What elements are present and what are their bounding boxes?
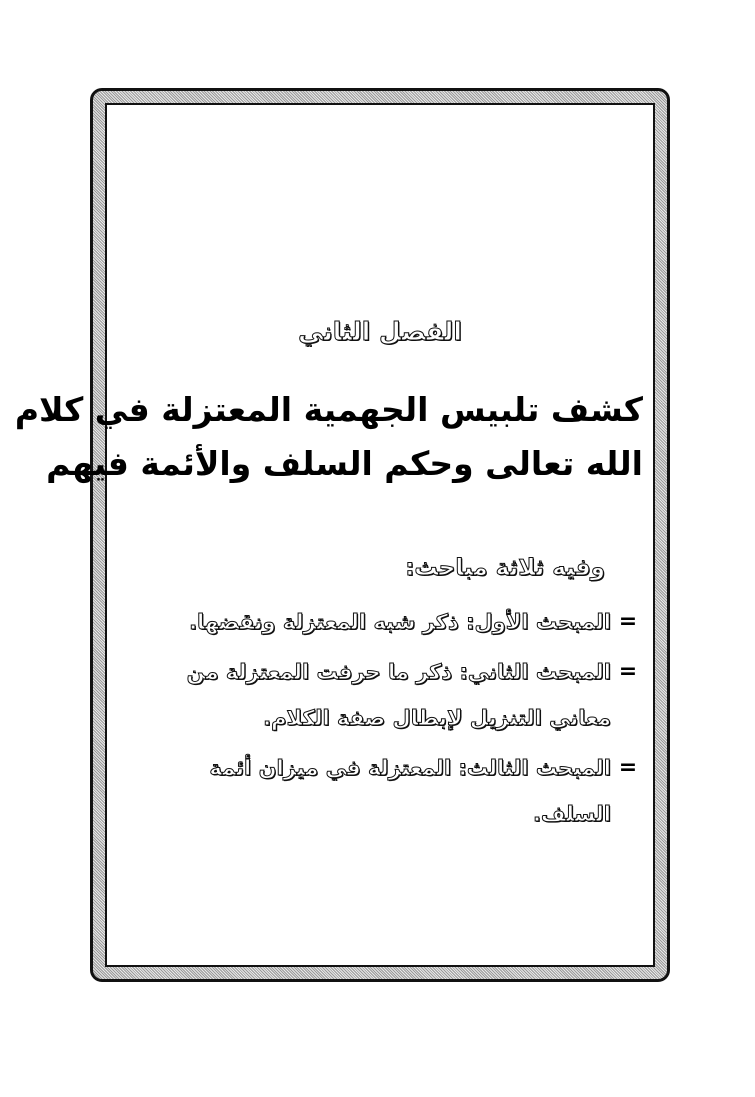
list-item [119, 745, 645, 837]
section-list [119, 599, 645, 841]
bullet-marker: = [618, 659, 638, 684]
page-panel [14, 103, 655, 967]
chapter-title [14, 383, 643, 491]
list-item [119, 599, 645, 645]
chapter-heading: الفصل الثاني [298, 317, 462, 346]
chapter-title-line-2: الله تعالى وحكم السلف والأئمة فيهم [46, 444, 643, 483]
page-frame [14, 88, 670, 982]
list-item [119, 649, 645, 741]
section-text: المبحث الثالث: المعتزلة في ميزان أئمة السلف. [209, 756, 611, 826]
sections-intro: وفيه ثلاثة مباحث: [405, 555, 605, 581]
chapter-title-line-1: كشف تلبيس الجهمية المعتزلة في كلام [14, 390, 643, 429]
bullet-marker: = [618, 609, 638, 634]
section-text: المبحث الثاني: ذكر ما حرفت المعتزلة من معاني التنزيل لإبطال صفة الكلام. [186, 660, 611, 730]
section-text: المبحث الأول: ذكر شبه المعتزلة ونقضها. [189, 610, 611, 634]
bullet-marker: = [618, 755, 638, 780]
